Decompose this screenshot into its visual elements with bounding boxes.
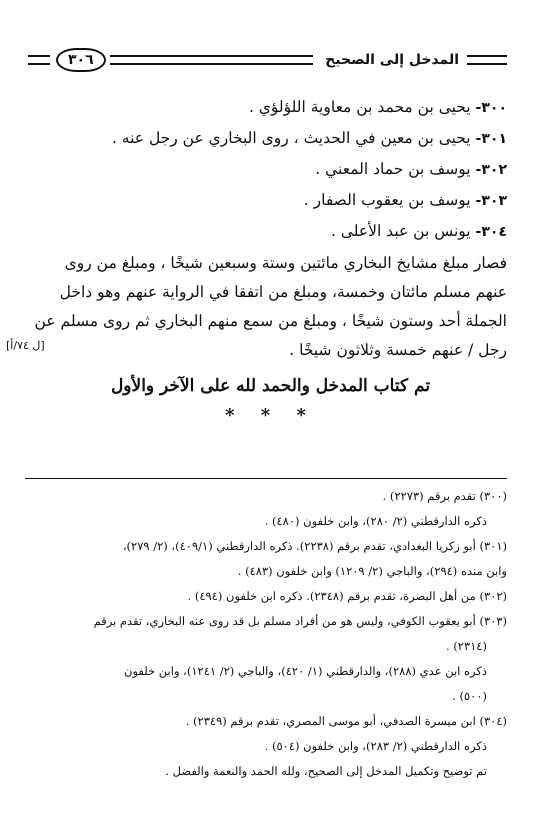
footnote-line: (٣٠٠) تقدم برقم (٢٢٧٣) . bbox=[382, 489, 507, 503]
main-text bbox=[34, 92, 507, 426]
paragraph-line: عنهم مسلم مائتان وخمسة، ومبلغ من اتفقا في الرواية عنهم وهو داخل bbox=[59, 283, 507, 301]
list-item: ٣٠٠- يحيى بن محمد بن معاوية اللؤلؤي . bbox=[248, 98, 507, 116]
footnote-line: وابن منده (٢٩٤)، والباجي (٢/ ١٢٠٩) وابن خلفون (٤٨٣) . bbox=[237, 564, 507, 578]
running-title: المدخل إلى الصحيح bbox=[325, 52, 459, 68]
footnote-line: ذكره الدارقطني (٢/ ٢٨٠)، وابن خلفون (٤٨٠) . bbox=[264, 514, 487, 528]
footnote-line: (٣٠١) أبو زكريا البغدادي، تقدم برقم (٢٢٣٨). ذكره الدارقطني (٤٠٩/١)، (٢/ ٢٧٩)، bbox=[122, 539, 507, 553]
header-rule-middle bbox=[110, 55, 314, 65]
manuscript-ref-marker: [ل ٧٤/أ] bbox=[6, 339, 45, 352]
footnote-line: ذكره ابن عدي (٢٨٨)، والدارقطني (١/ ٤٢٠)، والباجي (٢/ ١٢٤١)، وابن خلفون bbox=[124, 664, 487, 678]
section-stars: * * * bbox=[225, 405, 316, 426]
closing-line: تم كتاب المدخل والحمد لله على الآخر والأول bbox=[110, 376, 431, 396]
paragraph-line: فصار مبلغ مشايخ البخاري مائتين وستة وسبعين شيخًا ، ومبلغ من روى bbox=[64, 254, 507, 272]
footnotes bbox=[28, 484, 507, 784]
list-item: ٣٠٢- يوسف بن حماد المعني . bbox=[315, 160, 507, 178]
footnote-line: (٣٠٣) أبو يعقوب الكوفي، وليس هو من أفراد مسلم بل قد روى عنه البخاري، تقدم برقم bbox=[93, 614, 507, 628]
footnote-line: (٢٣١٤) . bbox=[445, 639, 487, 653]
footnote-line: ذكره الدارقطني (٢/ ٢٨٣)، وابن خلفون (٥٠٤) . bbox=[264, 739, 487, 753]
paragraph-line: الجملة أحد وستون شيخًا ، ومبلغ من سمع منهم البخاري ثم روى مسلم عن bbox=[34, 312, 507, 330]
footnote-line: (٣٠٢) من أهل البصرة، تقدم برقم (٢٣٤٨). ذكره ابن خلفون (٤٩٤) . bbox=[187, 589, 507, 603]
footnote-line: تم توضيح وتكميل المدخل إلى الصحيح، ولله الحمد والنعمة والفضل . bbox=[165, 764, 487, 778]
page-header bbox=[28, 48, 507, 72]
footnote-line: (٥٠٠) . bbox=[452, 689, 487, 703]
footnote-divider bbox=[25, 478, 507, 479]
page-number: ٣٠٦ bbox=[56, 48, 106, 72]
footnote-line: (٣٠٤) ابن ميسرة الصدفي، أبو موسى المصري، تقدم برقم (٢٣٤٩) . bbox=[185, 714, 507, 728]
list-item: ٣٠٣- يوسف بن يعقوب الصفار . bbox=[303, 191, 507, 209]
list-item: ٣٠٤- يونس بن عبد الأعلى . bbox=[330, 222, 507, 240]
header-rule-left bbox=[28, 55, 50, 65]
header-rule-right bbox=[467, 55, 507, 65]
list-item: ٣٠١- يحيى بن معين في الحديث ، روى البخاري عن رجل عنه . bbox=[111, 129, 507, 147]
summary-paragraph bbox=[34, 249, 507, 365]
paragraph-line: رجل / عنهم خمسة وثلاثون شيخًا . bbox=[289, 341, 507, 359]
